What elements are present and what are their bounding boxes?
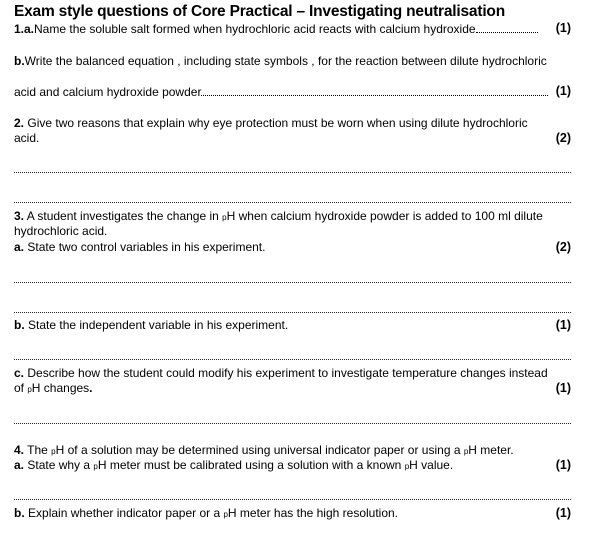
question-4a — [14, 458, 567, 474]
question-2-cont — [14, 131, 567, 145]
question-text: . — [89, 381, 93, 395]
answer-dots — [476, 23, 538, 33]
ph-small: p — [404, 462, 410, 471]
marks-q1a: (1) — [555, 21, 571, 35]
ph-small: p — [463, 447, 469, 456]
question-3 — [14, 209, 567, 225]
answer-line — [14, 359, 571, 360]
question-3-cont — [14, 224, 567, 238]
question-text: acid and calcium hydroxide powder — [14, 85, 202, 99]
marks-q3b: (1) — [555, 318, 571, 332]
worksheet-title: Exam style questions of Core Practical – Investigating neutralisation — [14, 3, 505, 20]
ph-small: p — [27, 385, 32, 394]
question-text: H value. — [409, 458, 454, 472]
question-text: Write the balanced equation , including state symbols , for the reaction between dilute hydrochloric — [24, 54, 547, 68]
question-text: Give two reasons that explain why eye protection must be worn when using dilute hydrochloric — [27, 116, 528, 130]
question-number: 4. — [14, 443, 25, 457]
question-number: b. — [14, 318, 25, 332]
answer-line — [14, 423, 571, 424]
marks-q4a: (1) — [555, 458, 571, 472]
question-number: 3. — [14, 209, 25, 223]
marks-q3c: (1) — [555, 381, 571, 395]
question-text: H of a solution may be determined using universal indicator paper or using a — [55, 443, 464, 457]
question-3c-cont — [14, 381, 567, 397]
question-text: A student investigates the change in — [26, 209, 223, 223]
question-text: H changes — [31, 381, 90, 395]
question-text: Describe how the student could modify his experiment to investigate temperature changes instead — [27, 366, 548, 380]
ph-small: p — [222, 213, 227, 222]
question-number: a. — [14, 458, 25, 472]
ph-small: p — [51, 447, 56, 456]
question-text: State why a — [27, 458, 94, 472]
answer-dots — [201, 86, 548, 96]
question-2 — [14, 116, 567, 130]
marks-q3a: (2) — [555, 240, 571, 254]
question-number: a. — [14, 240, 25, 254]
question-text: H when calcium hydroxide powder is added to 100 ml dilute — [226, 209, 543, 223]
ph-small: p — [93, 462, 98, 471]
question-number: c. — [14, 366, 25, 380]
answer-line — [14, 499, 571, 500]
question-text: H meter. — [468, 443, 514, 457]
question-text: H meter must be calibrated using a solution with a known — [97, 458, 405, 472]
question-text: State two control variables in his experiment. — [27, 240, 266, 254]
answer-line — [14, 172, 571, 173]
question-text: hydrochloric acid. — [14, 224, 108, 238]
question-number: b. — [14, 506, 25, 520]
question-1a — [14, 22, 567, 36]
question-text: H meter has the high resolution. — [227, 506, 399, 520]
question-number: b. — [14, 54, 25, 68]
question-1b — [14, 54, 567, 68]
marks-q4b: (1) — [555, 506, 571, 520]
question-3c — [14, 366, 573, 380]
marks-q2: (2) — [555, 131, 571, 145]
answer-line — [14, 312, 571, 313]
question-3a — [14, 240, 567, 254]
ph-small: p — [223, 510, 228, 519]
answer-line — [14, 282, 571, 283]
question-4 — [14, 443, 567, 459]
question-1b-cont — [14, 85, 567, 99]
question-text: Explain whether indicator paper or a — [28, 506, 224, 520]
question-4b — [14, 506, 567, 522]
question-text: The — [27, 443, 52, 457]
question-3b — [14, 318, 567, 332]
marks-q1b: (1) — [555, 84, 571, 98]
question-number: 2. — [14, 116, 25, 130]
question-text: of — [14, 381, 28, 395]
question-number: 1.a. — [14, 22, 35, 36]
question-text: Name the soluble salt formed when hydrochloric acid reacts with calcium hydroxide — [34, 22, 476, 36]
question-text: State the independent variable in his experiment. — [28, 318, 289, 332]
answer-line — [14, 202, 571, 203]
question-text: acid. — [14, 131, 40, 145]
